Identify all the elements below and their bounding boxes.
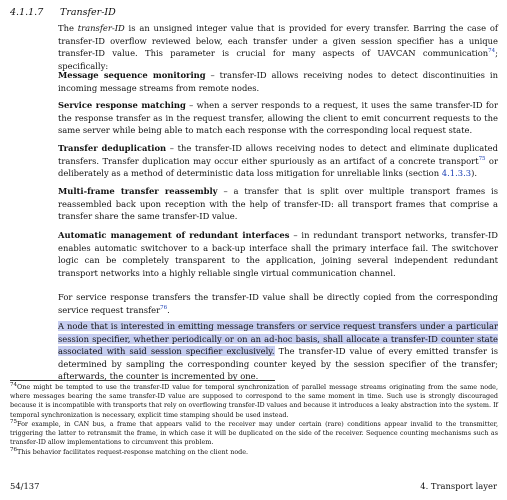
item-text: – a transfer that is split over multiple transport frames is reassembled back upon reception with the help of transfer-ID: all transport frames that comprise a transfer share the same transfer-ID value. [58,186,499,222]
item-multiframe [58,185,498,223]
item-redundant-interfaces [58,229,498,279]
footnote-ref-74[interactable]: 74 [488,48,496,55]
item-term: Multi-frame transfer reassembly [58,186,218,196]
footnote-text: For example, in CAN bus, a frame that appears valid to the receiver may under certain (rare) conditions appear invalid to the transmitter, triggering the latter to retransmit the frame, in which case it will be duplicated on the side of the receiver. Sequence counting mechanisms such as transfer-ID allow implementations to circumvent this problem. [10,420,498,447]
footnote-text: One might be tempted to use the transfer-ID value for temporal synchronization of parallel message streams originating from the same node, where messages bearing the same transfer-ID value are supposed to correspond to the same moment in time. Such use is strongly discouraged because it is incompatible with transports that rely on overflowing transfer-ID values and because it introduces a leaky abstraction into the system. If temporal synchronization is necessary, explicit time stamping should be used instead. [10,383,498,419]
footnote-divider [10,380,275,381]
item-term: Automatic management of redundant interfaces [58,230,290,240]
footnote-number: 75 [10,418,17,425]
item-text: or deliberately as a method of deterministic data loss mitigation for unreliable links (section [58,155,498,179]
section-title: Transfer-ID [60,7,116,18]
response-paragraph [58,291,498,316]
item-text: – when a server responds to a request, it uses the same transfer-ID for the response transfer as in the request transfer, allowing the client to emit concurrent requests to the same server while being able to match each response with the corresponding local request state. [58,100,498,136]
page-number: 54/137 [10,481,40,491]
section-link[interactable]: 4.1.3.3 [441,168,472,179]
intro-text-b: is an unsigned integer value that is provided for every transfer. Barring the case of transfer-ID overflow reviewed below, each transfer under a given session specifier has a unique transfer-ID value. This parameter is crucial for many aspects of UAVCAN communication [58,23,499,59]
footnote-75 [10,420,498,448]
item-text: – in redundant transport networks, transfer-ID enables automatic switchover to a back-up interface shall the primary interface fail. The switchover logic can be completely transparent to the application, joining several independent redundant transport networks into a highly reliable single virtual communication channel. [58,230,498,278]
chapter-name: 4. Transport layer [420,481,497,491]
counter-text: The transfer-ID value of every emitted transfer is determined by sampling the corresponding counter keyed by the session specifier of the transfer; afterwards, the counter is incremented by one. [58,346,498,382]
counter-paragraph [58,320,498,383]
highlighted-text[interactable]: A node that is interested in emitting message transfers or service request transfers under a particular session specifier, whether periodically or on an ad-hoc basis, shall allocate a transfer-ID counter state associated with said session specifier exclusively. [58,321,498,357]
footnote-ref-75[interactable]: 75 [478,155,486,162]
item-text: – the transfer-ID allows receiving nodes to detect and eliminate duplicated transfers. Transfer duplication may occur either spuriously as an artifact of a concrete transport [58,143,498,166]
item-service-response [58,99,498,137]
item-message-sequence [58,69,498,94]
section-heading [10,7,116,18]
response-text: For service response transfers the transfer-ID value shall be directly copied from the corresponding service request transfer [58,292,498,315]
footnote-76 [10,448,498,457]
item-term: Message sequence monitoring [58,70,206,80]
footnote-74 [10,383,498,420]
item-term: Service response matching [58,100,186,110]
item-text: – transfer-ID allows receiving nodes to detect discontinuities in incoming message streams from remote nodes. [58,70,498,93]
intro-text-a: The [58,23,78,33]
footnote-number: 76 [10,446,17,453]
footnote-ref-76[interactable]: 76 [160,304,168,311]
footnote-number: 74 [10,381,17,388]
item-deduplication [58,142,498,180]
item-term: Transfer deduplication [58,143,167,153]
response-end: . [167,304,170,315]
section-number: 4.1.1.7 [10,7,44,18]
intro-text-c: ; specifically: [58,48,498,71]
item-text: ). [471,168,478,179]
footnote-text: This behavior facilitates request-response matching on the client node. [17,448,249,456]
intro-paragraph [58,22,498,72]
intro-term: transfer-ID [77,23,125,33]
